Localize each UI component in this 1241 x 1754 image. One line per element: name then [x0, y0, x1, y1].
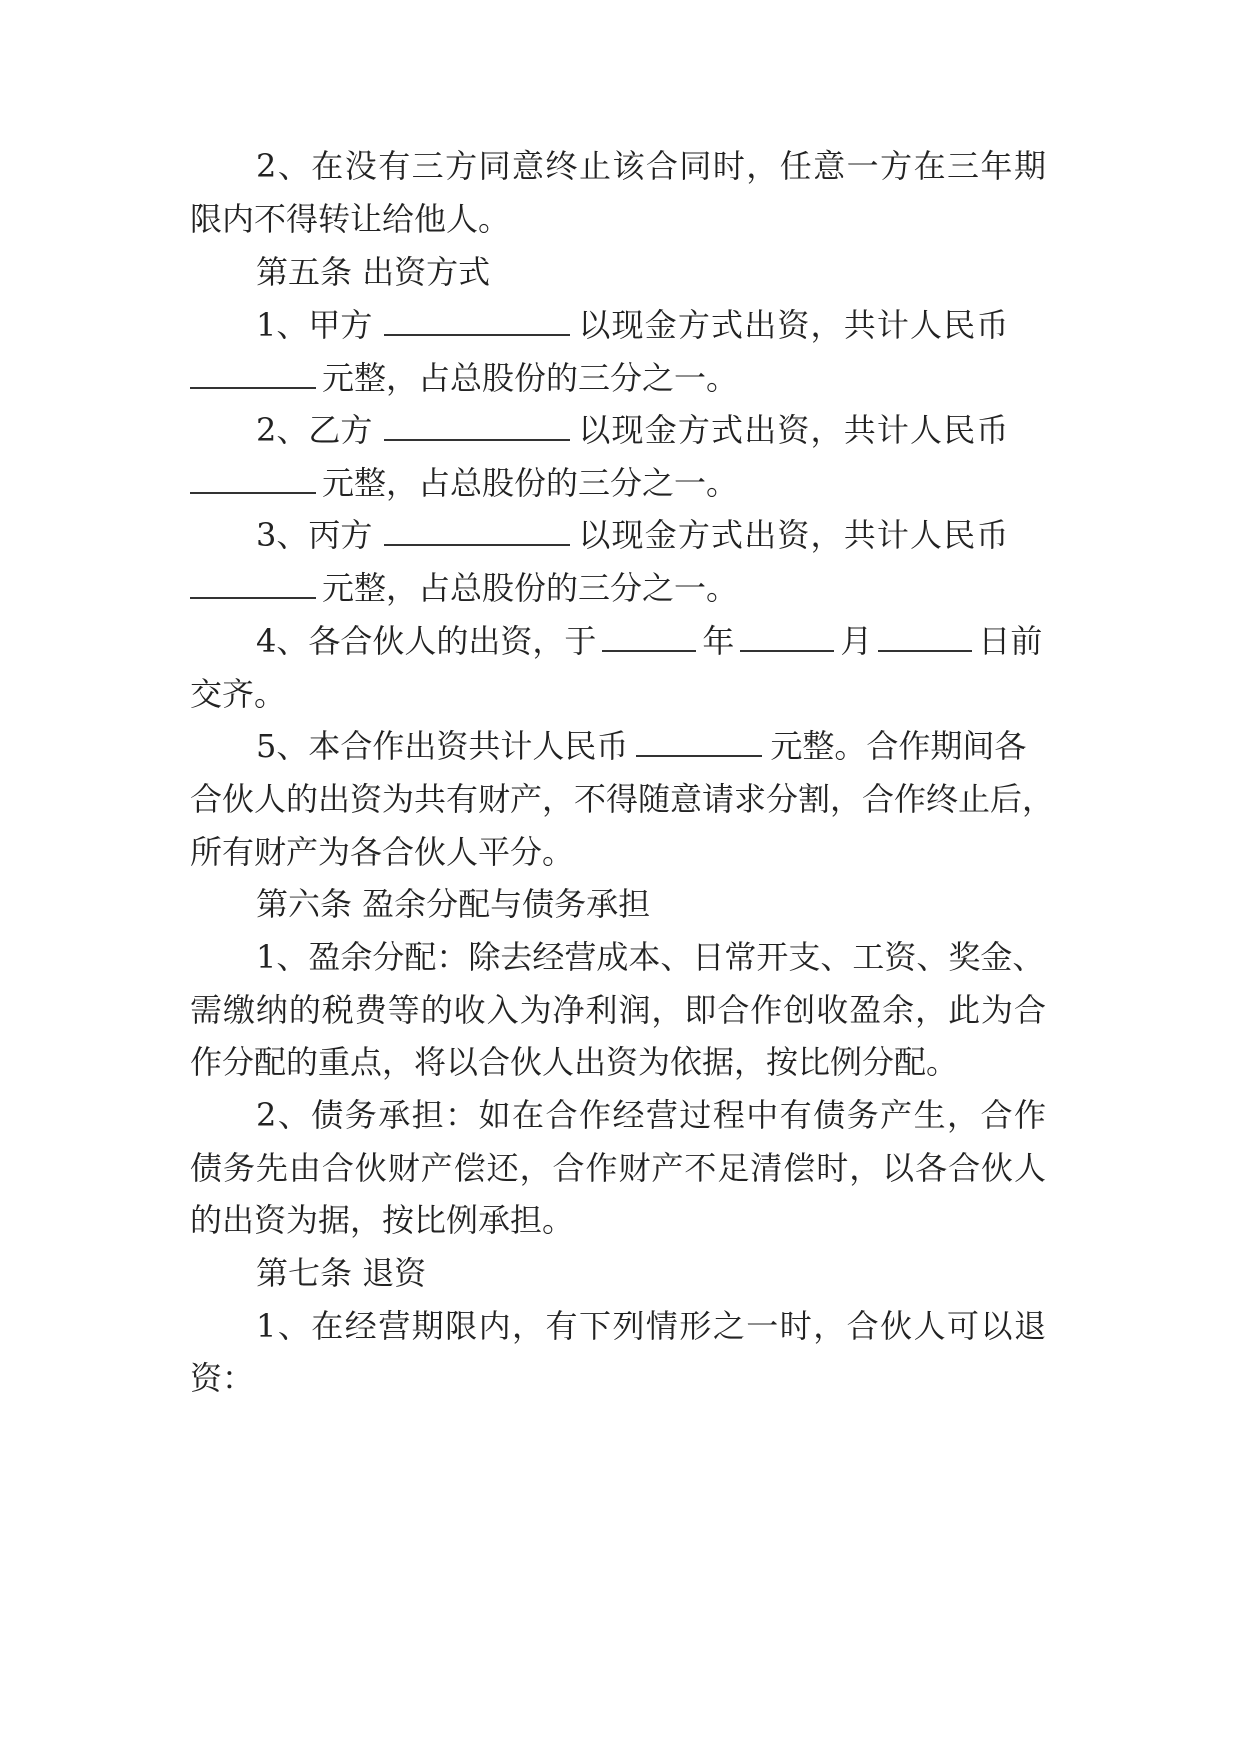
paragraph-line: 资：: [190, 1359, 255, 1397]
paragraph-line: 限内不得转让给他人。: [190, 200, 511, 238]
total-contribution-text: 5、本合作出资共计人民币: [256, 727, 629, 765]
year-label: 年: [702, 622, 735, 660]
total-contribution-line: [256, 726, 1026, 766]
party-b-label: 2、乙方: [256, 411, 373, 449]
party-c-amount-blank[interactable]: [190, 569, 316, 599]
section-heading: 第五条 出资方式: [256, 253, 491, 291]
paragraph-line: 交齐。: [190, 675, 287, 713]
party-c-cash-text: 以现金方式出资，共计人民币: [578, 516, 1009, 554]
party-a-share-text: 元整，占总股份的三分之一。: [322, 359, 739, 397]
paragraph-line: 作分配的重点，将以合伙人出资为依据，按比例分配。: [190, 1043, 959, 1081]
party-c-amount-line: [190, 568, 738, 608]
party-a-label: 1、甲方: [256, 306, 373, 344]
day-blank[interactable]: [878, 622, 972, 652]
paragraph-line: 需缴纳的税费等的收入为净利润，即合作创收盈余，此为合: [190, 991, 1046, 1029]
paragraph-line: 2、在没有三方同意终止该合同时，任意一方在三年期: [256, 147, 1046, 185]
month-label: 月: [840, 622, 873, 660]
section-heading: 第六条 盈余分配与债务承担: [256, 885, 651, 923]
party-b-amount-line: [190, 463, 738, 503]
year-blank[interactable]: [602, 622, 696, 652]
party-b-cash-text: 以现金方式出资，共计人民币: [578, 411, 1009, 449]
paragraph-line: 所有财产为各合伙人平分。: [190, 833, 575, 871]
paragraph-line: 债务先由合伙财产偿还，合作财产不足清偿时，以各合伙人: [190, 1149, 1046, 1187]
party-a-amount-line: [190, 358, 738, 398]
party-b-share-text: 元整，占总股份的三分之一。: [322, 464, 739, 502]
paragraph-line: 1、在经营期限内，有下列情形之一时，合伙人可以退: [256, 1307, 1046, 1345]
party-c-share-text: 元整，占总股份的三分之一。: [322, 569, 739, 607]
day-label: 日前: [978, 622, 1043, 660]
total-amount-blank[interactable]: [636, 727, 762, 757]
party-b-amount-blank[interactable]: [190, 464, 316, 494]
total-contribution-suffix: 元整。合作期间各: [770, 727, 1027, 765]
party-a-cash-text: 以现金方式出资，共计人民币: [578, 306, 1009, 344]
contribution-date-text: 4、各合伙人的出资，于: [256, 622, 597, 660]
month-blank[interactable]: [740, 622, 834, 652]
party-c-name-blank[interactable]: [384, 516, 570, 546]
party-b-line: [256, 410, 1046, 450]
party-c-label: 3、丙方: [256, 516, 373, 554]
party-a-line: [256, 305, 1046, 345]
paragraph-line: 2、债务承担：如在合作经营过程中有债务产生，合作: [256, 1096, 1046, 1134]
party-a-name-blank[interactable]: [384, 306, 570, 336]
party-a-amount-blank[interactable]: [190, 359, 316, 389]
paragraph-line: 合伙人的出资为共有财产，不得随意请求分割，合作终止后，: [190, 780, 1055, 818]
contribution-date-line: [256, 621, 1042, 661]
paragraph-line: 的出资为据，按比例承担。: [190, 1201, 575, 1239]
section-heading: 第七条 退资: [256, 1254, 427, 1292]
paragraph-line: 1、盈余分配：除去经营成本、日常开支、工资、奖金、: [256, 938, 1045, 976]
party-b-name-blank[interactable]: [384, 411, 570, 441]
party-c-line: [256, 515, 1046, 555]
